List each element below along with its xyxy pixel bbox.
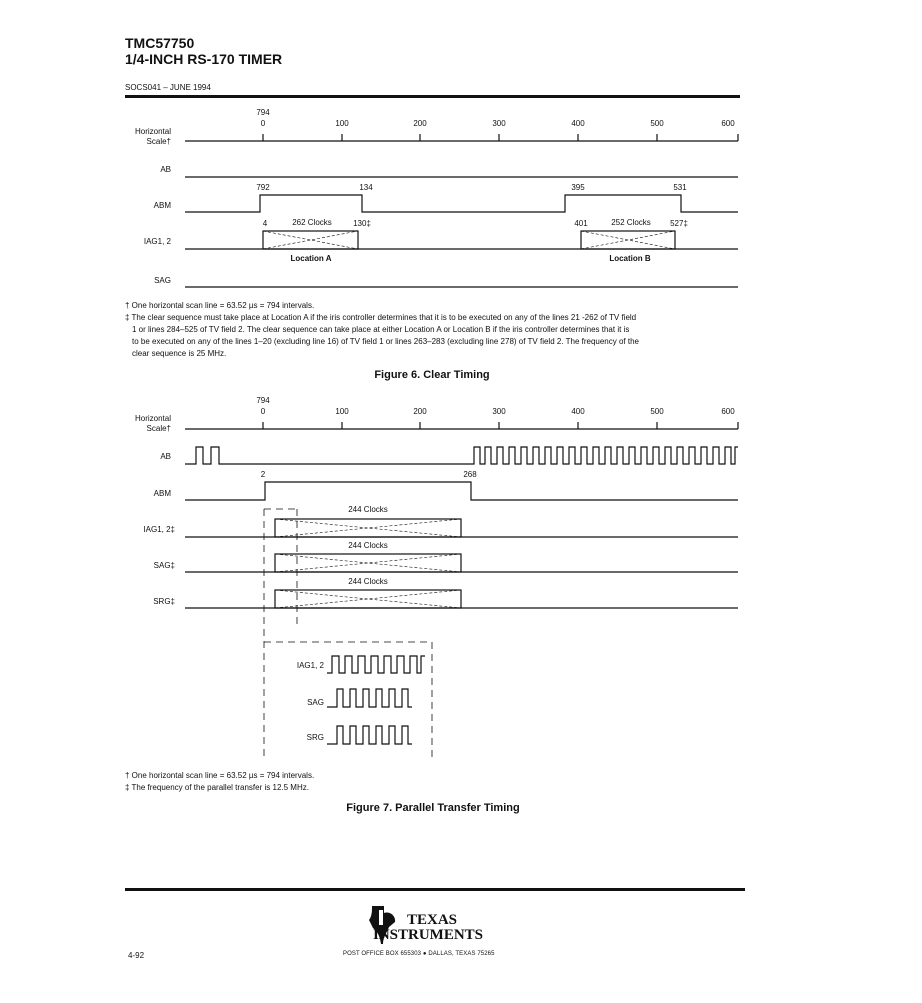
figure7-tick-label: 0	[260, 407, 266, 416]
figure7-iag-box	[275, 519, 461, 537]
document-subtitle: 1/4-INCH RS-170 TIMER	[125, 51, 283, 67]
figure6-scale-ticks	[261, 119, 735, 128]
figure6-caption: Figure 6. Clear Timing	[374, 369, 490, 381]
figure7-detail-iag-wave	[327, 656, 425, 673]
figure7-detail-label-sag: SAG	[307, 698, 324, 707]
figure7-srg-box	[275, 590, 461, 608]
figure6-iag-location-b-cross	[581, 231, 675, 249]
figure6-label-horizontal: Horizontal	[134, 127, 171, 136]
page-number: 4-92	[128, 951, 145, 960]
figure7-label-scale: Scale†	[146, 424, 171, 433]
figure7-footnote: † One horizontal scan line = 63.52 µs = 794 intervals.	[125, 771, 315, 780]
figure6-footnote: † One horizontal scan line = 63.52 µs = 794 intervals.	[125, 301, 315, 310]
figure7-label-srg: SRG‡	[153, 597, 175, 606]
figure6-footnote: clear sequence is 25 MHz.	[132, 349, 227, 358]
footer-address: POST OFFICE BOX 655303 ● DALLAS, TEXAS 75265	[343, 951, 495, 957]
figure6-label-scale: Scale†	[146, 137, 171, 146]
figure6-abm-signal	[185, 195, 738, 212]
figure7-scale-line	[185, 422, 738, 429]
figure7-abm-mark: 2	[260, 470, 266, 479]
figure7-tick-label: 100	[335, 407, 349, 416]
ti-logo-line1: TEXAS	[407, 912, 458, 928]
figure7-tick-label: 600	[721, 407, 735, 416]
ti-logo-wordmark	[373, 913, 483, 943]
figure7-abm-signal	[185, 482, 738, 500]
figure7-iag-clocks: 244 Clocks	[348, 505, 388, 514]
figure7-label-sag: SAG‡	[153, 561, 175, 570]
figure6-abm-mark: 395	[571, 183, 585, 192]
figure7-tick-label: 300	[492, 407, 506, 416]
figure7-tick-label: 400	[571, 407, 585, 416]
figure7-caption: Figure 7. Parallel Transfer Timing	[346, 802, 520, 814]
figure7-label-iag: IAG1, 2‡	[143, 525, 175, 534]
figure7-detail-label-srg: SRG	[306, 733, 324, 742]
figure6-tick-label: 500	[650, 119, 664, 128]
figure7-tick-label: 500	[650, 407, 664, 416]
figure6-footnote: to be executed on any of the lines 1–20 (excluding line 16) of TV field 1 or lines 263–283 (excluding line 278) of TV field 2. The frequency of the	[132, 337, 639, 346]
figure7-detail-label-iag: IAG1, 2	[296, 661, 324, 670]
figure6-abm-mark: 792	[256, 183, 270, 192]
figure7-sag-box	[275, 554, 461, 572]
figure6-tick-label: 300	[492, 119, 506, 128]
figure7-iag-cross	[275, 519, 461, 537]
figure7-label-horizontal: Horizontal	[134, 414, 171, 423]
figure6-abm-mark: 134	[359, 183, 373, 192]
footer-rule	[125, 888, 745, 891]
figure6-iag-clocks: 252 Clocks	[611, 218, 651, 227]
figure6-tick-label: 600	[721, 119, 735, 128]
figure7-ab-signal	[185, 447, 738, 464]
figure6-iag-mark: 4	[262, 219, 268, 228]
figure6-scale-line	[185, 134, 738, 141]
figure6-label-iag: IAG1, 2	[143, 237, 171, 246]
figure6-label-abm: ABM	[153, 201, 171, 210]
figure6-iag-location-a-cross	[263, 231, 358, 249]
figure7-srg-clocks: 244 Clocks	[348, 577, 388, 586]
figure7-sag-clocks: 244 Clocks	[348, 541, 388, 550]
figure7-scale-top-label: 794	[256, 396, 270, 405]
figure6-iag-clocks: 262 Clocks	[292, 218, 332, 227]
figure6-footnote: ‡ The clear sequence must take place at Location A if the iris controller determines that it is to be executed on any of the lines 21 -262 of TV field	[125, 313, 637, 322]
figure7-footnotes	[125, 771, 314, 792]
figure7-label-abm: ABM	[153, 489, 171, 498]
figure7-diagram	[135, 396, 738, 760]
figure7-srg-cross	[275, 590, 461, 608]
figure6-footnote: 1 or lines 284–525 of TV field 2. The clear sequence can take place at either Location A or Location B if the iris controller determines that it is	[132, 325, 630, 334]
figure7-scale-ticks	[261, 407, 735, 416]
figure7-detail-srg-wave	[327, 726, 412, 744]
figure6-abm-mark: 531	[673, 183, 687, 192]
figure6-tick-label: 0	[260, 119, 266, 128]
document-code: SOCS041 – JUNE 1994	[125, 83, 211, 92]
figure6-location-b-label: Location B	[609, 254, 651, 263]
figure6-scale-top-label: 794	[256, 108, 270, 117]
figure6-label-ab: AB	[160, 165, 171, 174]
figure7-footnote: ‡ The frequency of the parallel transfer is 12.5 MHz.	[125, 783, 309, 792]
figure6-iag-mark: 401	[574, 219, 588, 228]
figure7-abm-mark: 268	[463, 470, 477, 479]
figure6-footnotes	[125, 301, 640, 358]
figure6-iag-mark: 130‡	[353, 219, 371, 228]
figure6-iag-mark: 527‡	[670, 219, 688, 228]
figure7-tick-label: 200	[413, 407, 427, 416]
figure6-diagram	[135, 108, 738, 287]
figure6-tick-label: 200	[413, 119, 427, 128]
figure7-label-ab: AB	[160, 452, 171, 461]
ti-logo-line2: INSTRUMENTS	[373, 927, 484, 943]
figure7-sag-cross	[275, 554, 461, 572]
figure7-detail-sag-wave	[327, 689, 412, 707]
part-number: TMC57750	[125, 35, 195, 51]
figure6-location-a-label: Location A	[290, 254, 332, 263]
figure6-tick-label: 100	[335, 119, 349, 128]
figure6-label-sag: SAG	[154, 276, 171, 285]
figure6-tick-label: 400	[571, 119, 585, 128]
